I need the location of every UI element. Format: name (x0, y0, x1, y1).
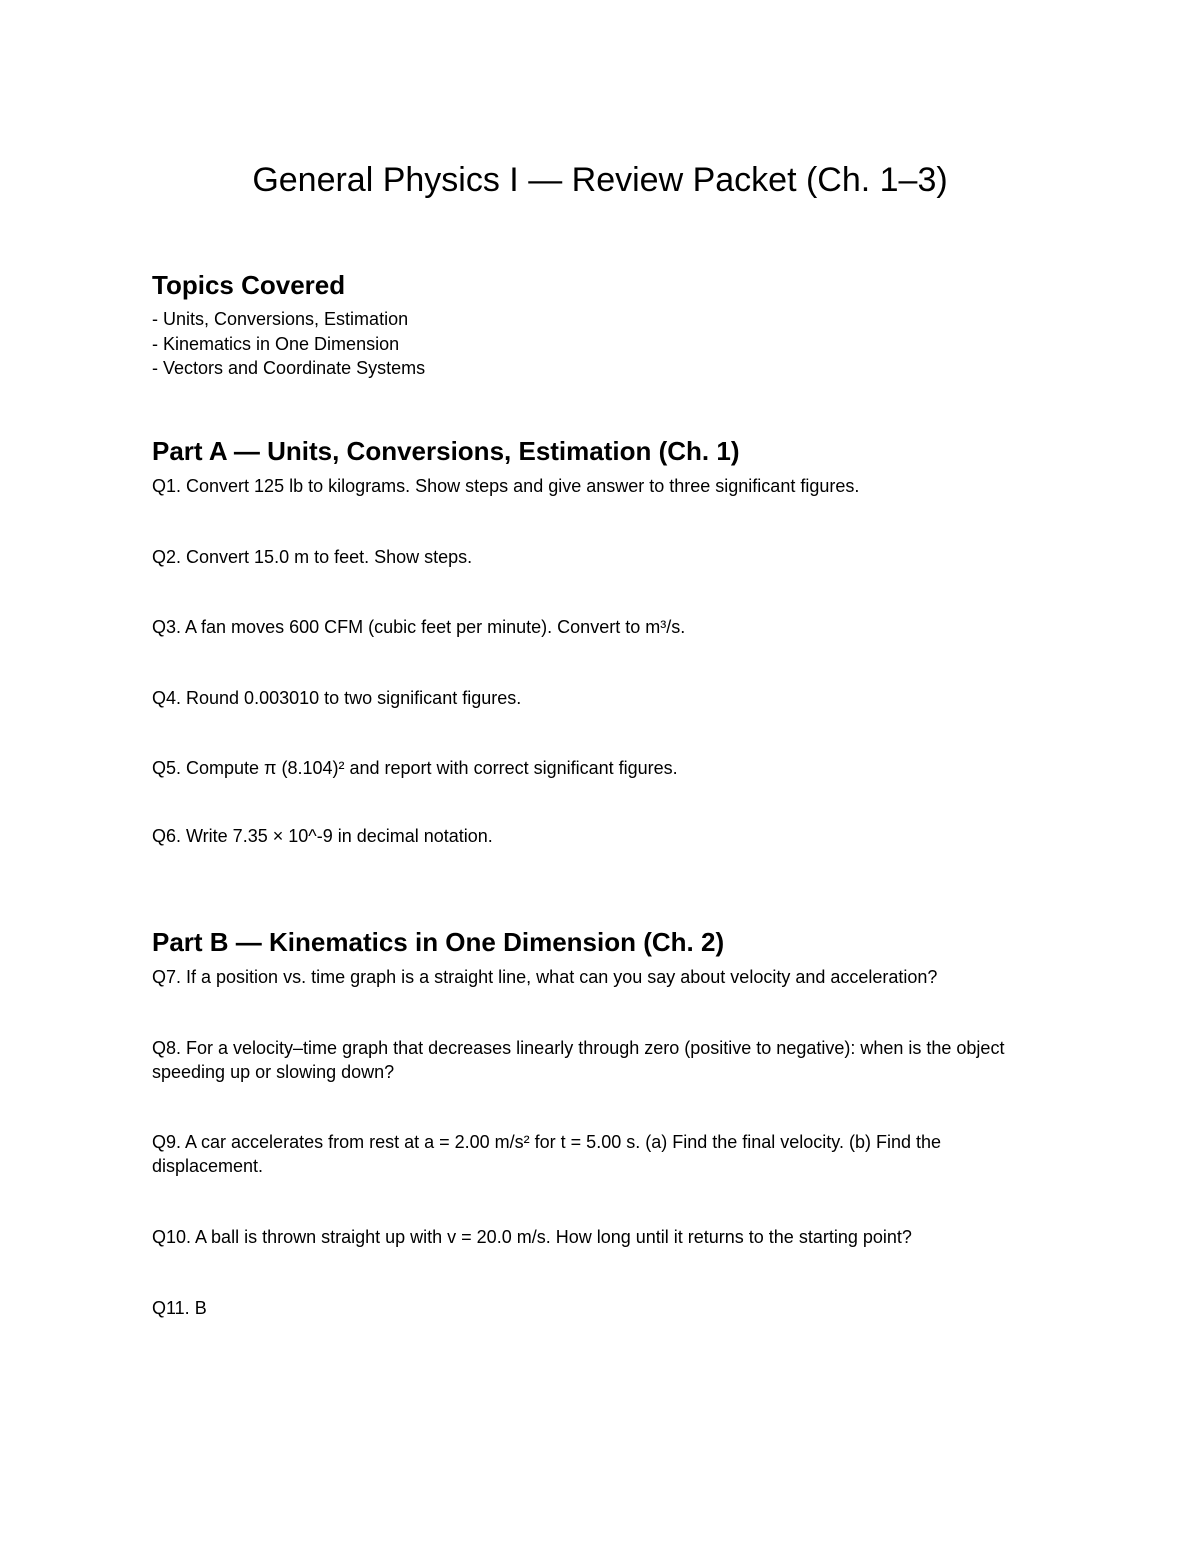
topics-heading: Topics Covered (152, 270, 346, 300)
question-q11: Q11. B (152, 1298, 207, 1318)
topic-item: - Units, Conversions, Estimation (152, 309, 409, 329)
part-b-heading: Part B — Kinematics in One Dimension (Ch. 2) (152, 927, 725, 957)
topic-item: - Vectors and Coordinate Systems (152, 358, 426, 378)
topic-item: - Kinematics in One Dimension (152, 334, 400, 354)
question-q5: Q5. Compute π (8.104)² and report with correct significant figures. (152, 758, 678, 778)
question-q2: Q2. Convert 15.0 m to feet. Show steps. (152, 547, 473, 567)
question-q10: Q10. A ball is thrown straight up with v = 20.0 m/s. How long until it returns to the starting point? (152, 1227, 912, 1247)
question-q6: Q6. Write 7.35 × 10^-9 in decimal notation. (152, 826, 493, 846)
question-q3: Q3. A fan moves 600 CFM (cubic feet per minute). Convert to m³/s. (152, 617, 686, 637)
question-q7: Q7. If a position vs. time graph is a straight line, what can you say about velocity and acceleration? (152, 967, 938, 987)
question-q4: Q4. Round 0.003010 to two significant figures. (152, 688, 522, 708)
question-q8: Q8. For a velocity–time graph that decreases linearly through zero (positive to negative): when is the object speeding up or slowing down? (152, 1038, 1005, 1082)
question-q1: Q1. Convert 125 lb to kilograms. Show steps and give answer to three significant figures. (152, 476, 860, 496)
part-a-heading: Part A — Units, Conversions, Estimation (Ch. 1) (152, 436, 740, 466)
question-q9: Q9. A car accelerates from rest at a = 2.00 m/s² for t = 5.00 s. (a) Find the final velocity. (b) Find the displacement. (152, 1132, 942, 1176)
page-title: General Physics I — Review Packet (Ch. 1–3) (252, 161, 948, 199)
